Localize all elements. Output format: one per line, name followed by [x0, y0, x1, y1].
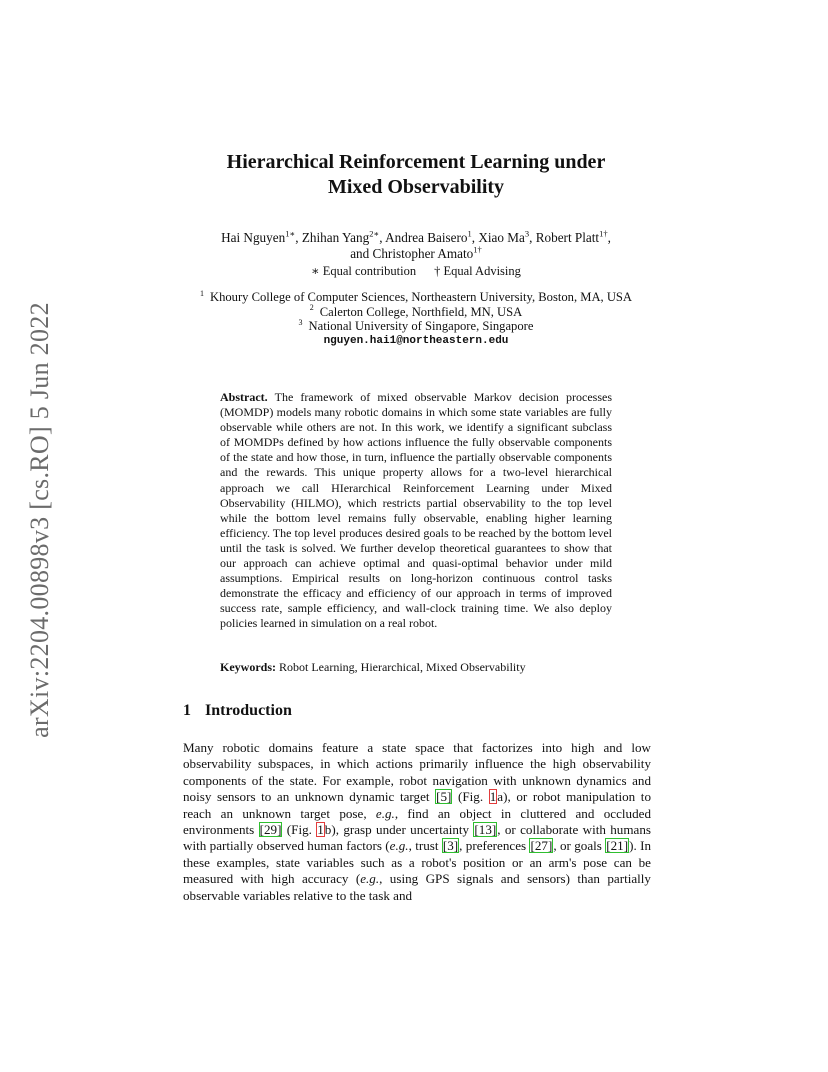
- section-heading: [183, 702, 292, 720]
- figure-link[interactable]: 1: [489, 789, 497, 805]
- introduction-paragraph: [183, 740, 651, 904]
- citation-link[interactable]: [27]: [530, 838, 553, 854]
- equal-contribution-note: ∗ Equal contribution: [311, 264, 417, 278]
- intro-italic: e.g.: [389, 838, 409, 854]
- keywords: [220, 660, 612, 675]
- author-list: Hai Nguyen$^{1∗}$, Zhihan Yang$^{2∗}$, Andrea Baisero$^1$, Xiao Ma$^3$, Robert Platt$^{1\dagger}$, and Christopher Amato$^{1\dagger}$ ∗ Equal contribution † Equal Advising: [150, 230, 682, 279]
- affiliation-text: National University of Singapore, Singapore: [308, 319, 534, 333]
- abstract-label: Abstract.: [220, 390, 268, 404]
- figure-link[interactable]: 1: [317, 822, 324, 838]
- intro-italic: e.g.: [360, 871, 380, 887]
- author-name: Zhihan Yang: [301, 230, 370, 245]
- affiliation-number: 3: [298, 317, 303, 327]
- section-number: 1: [183, 702, 191, 719]
- intro-text: b), grasp under uncertainty: [324, 822, 474, 838]
- affiliation-text: Calerton College, Northfield, MN, USA: [319, 304, 523, 319]
- intro-text: Many robotic domains feature a state space that factorizes into high and low observability subspaces, in which actions primarily influence the high observability components of the state. For example, robot navigation with unknown dynamics and noisy sensors to an unknown dynamic target: [183, 740, 651, 805]
- author-name: Hai Nguyen: [221, 230, 286, 245]
- author-affiliation-mark: 1∗: [285, 228, 296, 239]
- author-affiliation-mark: 1†: [599, 228, 608, 239]
- keywords-text: Robot Learning, Hierarchical, Mixed Observability: [279, 660, 526, 674]
- intro-text: , or goals: [553, 838, 606, 854]
- section-title: Introduction: [205, 702, 292, 719]
- citation-link[interactable]: [13]: [474, 822, 497, 838]
- author-name: Andrea Baisero: [385, 230, 468, 245]
- author-name: Xiao Ma: [478, 230, 525, 245]
- arxiv-identifier-text: arXiv:2204.00898v3 [cs.RO] 5 Jun 2022: [25, 302, 54, 738]
- intro-text: , preferences: [459, 838, 530, 854]
- citation-link[interactable]: [29]: [259, 822, 282, 838]
- intro-text: , trust: [408, 838, 442, 854]
- abstract-text: The framework of mixed observable Markov decision processes (MOMDP) models many robotic domains in which some state variables are fully observable while others are not. In this work, we identify a significant subclass of MOMDPs defined by how actions influence the fully observable components of the state and how those, in turn, influence the partially observable components and the rewards. This unique property allows for a two-level hierarchical approach we call HIerarchical Reinforcement Learning under Mixed Observability (HILMO), which restricts partial observability to the top level while the bottom level remains fully observable, enabling higher learning efficiency. The top level produces desired goals to be reached by the bottom level until the task is solved. We further develop theoretical guarantees to show that our approach can achieve optimal and quasi-optimal behavior under mild assumptions. Empirical results on long-horizon continuous control tasks demonstrate the efficacy and efficiency of our approach in terms of improved success rate, sample efficiency, and wall-clock training time. We also deploy policies learned in simulation on a real robot.: [220, 390, 612, 631]
- intro-text: a), or robot manipulation to reach an unknown target pose,: [183, 789, 651, 821]
- arxiv-identifier-sidebar: [20, 295, 60, 745]
- abstract: [220, 390, 612, 632]
- title-line-2: Mixed Observability: [327, 176, 505, 198]
- citation-link[interactable]: [21]: [606, 838, 629, 854]
- affiliation-text: Khoury College of Computer Sciences, Northeastern University, Boston, MA, USA: [209, 290, 633, 304]
- intro-text: (Fig.: [452, 789, 489, 805]
- title-line-1: Hierarchical Reinforcement Learning under: [226, 151, 606, 173]
- author-affiliation-mark: 1†: [473, 244, 482, 255]
- paper-title: [150, 150, 682, 200]
- intro-text: , using GPS signals and sensors) than partially observable variables relative to the task and: [183, 871, 651, 903]
- intro-italic: e.g.: [375, 805, 395, 821]
- author-affiliation-mark: 2∗: [369, 228, 380, 239]
- intro-text: , find an object in cluttered and occluded environments: [183, 805, 651, 838]
- affiliation-list: [150, 290, 682, 348]
- author-affiliation-mark: 3: [524, 228, 530, 239]
- author-name: Robert Platt: [535, 230, 600, 245]
- affiliation-item: [150, 290, 682, 305]
- affiliation-number: 1: [199, 288, 204, 298]
- author-notes: [150, 263, 682, 279]
- intro-text: (Fig.: [282, 822, 317, 838]
- affiliation-item: [150, 319, 682, 334]
- affiliation-item: [150, 305, 682, 320]
- author-affiliation-mark: 1: [467, 228, 472, 239]
- keywords-label: Keywords:: [220, 660, 276, 674]
- equal-advising-note: † Equal Advising: [434, 264, 521, 278]
- citation-link[interactable]: [3]: [442, 838, 459, 854]
- intro-text: ). In these examples, state variables such as a robot's position or an arm's pose can be measured with high accuracy (: [183, 838, 651, 887]
- affiliation-number: 2: [309, 303, 314, 313]
- author-name: and Christopher Amato: [350, 246, 474, 261]
- citation-link[interactable]: [5]: [436, 789, 452, 805]
- intro-text: , or collaborate with humans with partially observed human factors (: [183, 822, 651, 854]
- contact-email[interactable]: nguyen.hai1@northeastern.edu: [323, 334, 509, 347]
